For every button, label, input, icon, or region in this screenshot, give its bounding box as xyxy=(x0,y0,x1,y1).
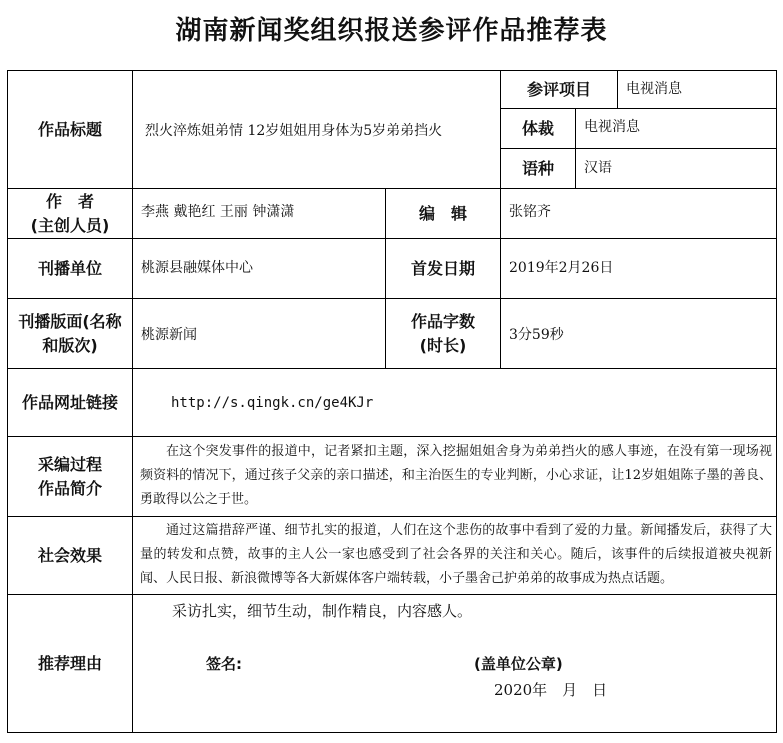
process-label-line2: 作品简介 xyxy=(37,478,102,498)
reason-value: 采访扎实，细节生动，制作精良，内容感人。 xyxy=(172,602,473,620)
author-label xyxy=(8,189,132,238)
length-label-line1: 作品字数 xyxy=(410,311,475,331)
edition-label xyxy=(8,299,132,368)
effect-label: 社会效果 xyxy=(37,545,102,565)
url-value[interactable]: http://s.qingk.cn/ge4KJr xyxy=(171,394,374,411)
seal-label: (盖单位公章) xyxy=(474,655,563,673)
length-value: 3分59秒 xyxy=(509,326,564,343)
edition-label-line2: 和版次) xyxy=(42,335,98,355)
edition-value: 桃源新闻 xyxy=(141,326,197,343)
author-value: 李燕 戴艳红 王丽 钟潇潇 xyxy=(141,204,295,220)
process-label-line1: 采编过程 xyxy=(37,454,102,474)
effect-value: 通过这篇措辞严谨、细节扎实的报道，人们在这个悲伤的故事中看到了爱的力量。新闻播发后，获得了大量的转发和点赞，故事的主人公一家也感受到了社会各界的关注和关心。随后，该事件的后续报道被央视新闻、人民日报、新浪微博等各大新媒体客户端转载，小子墨舍己护弟弟的故事成为热点话题。 xyxy=(140,523,772,586)
work-title-value: 烈火淬炼姐弟情 12岁姐姐用身体为5岁弟弟挡火 xyxy=(145,122,443,139)
category-label: 参评项目 xyxy=(526,79,591,99)
process-value: 在这个突发事件的报道中，记者紧扣主题，深入挖掘姐姐舍身为弟弟挡火的感人事迹，在没有第一现场视频资料的情况下，通过孩子父亲的亲口描述，和主治医生的专业判断，小心求证，让12岁姐姐陈子墨的善良、勇敢得以公之于世。 xyxy=(140,444,772,507)
category-value: 电视消息 xyxy=(626,81,682,97)
date-text: 2020年 月 日 xyxy=(494,681,608,699)
reason-label: 推荐理由 xyxy=(37,653,102,673)
author-label-line2: (主创人员) xyxy=(30,215,110,235)
publisher-label: 刊播单位 xyxy=(37,258,102,278)
editor-value: 张铭齐 xyxy=(509,204,551,220)
language-value: 汉语 xyxy=(584,160,612,176)
signature-label: 签名: xyxy=(206,655,242,673)
language-label: 语种 xyxy=(521,158,554,178)
length-label-line2: (时长) xyxy=(419,335,467,355)
first-date-label: 首发日期 xyxy=(410,258,475,278)
process-label xyxy=(8,437,132,516)
genre-value: 电视消息 xyxy=(584,119,640,135)
first-date-value: 2019年2月26日 xyxy=(509,260,614,276)
edition-label-line1: 刊播版面(名称 xyxy=(18,311,122,331)
url-label: 作品网址链接 xyxy=(21,392,118,412)
work-title-label: 作品标题 xyxy=(37,119,102,139)
publisher-value: 桃源县融媒体中心 xyxy=(141,260,253,276)
length-label xyxy=(386,299,500,368)
author-label-line1: 作 者 xyxy=(45,191,94,211)
editor-label: 编 辑 xyxy=(418,203,467,223)
genre-label: 体裁 xyxy=(521,118,554,138)
form-title: 湖南新闻奖组织报送参评作品推荐表 xyxy=(175,16,608,46)
